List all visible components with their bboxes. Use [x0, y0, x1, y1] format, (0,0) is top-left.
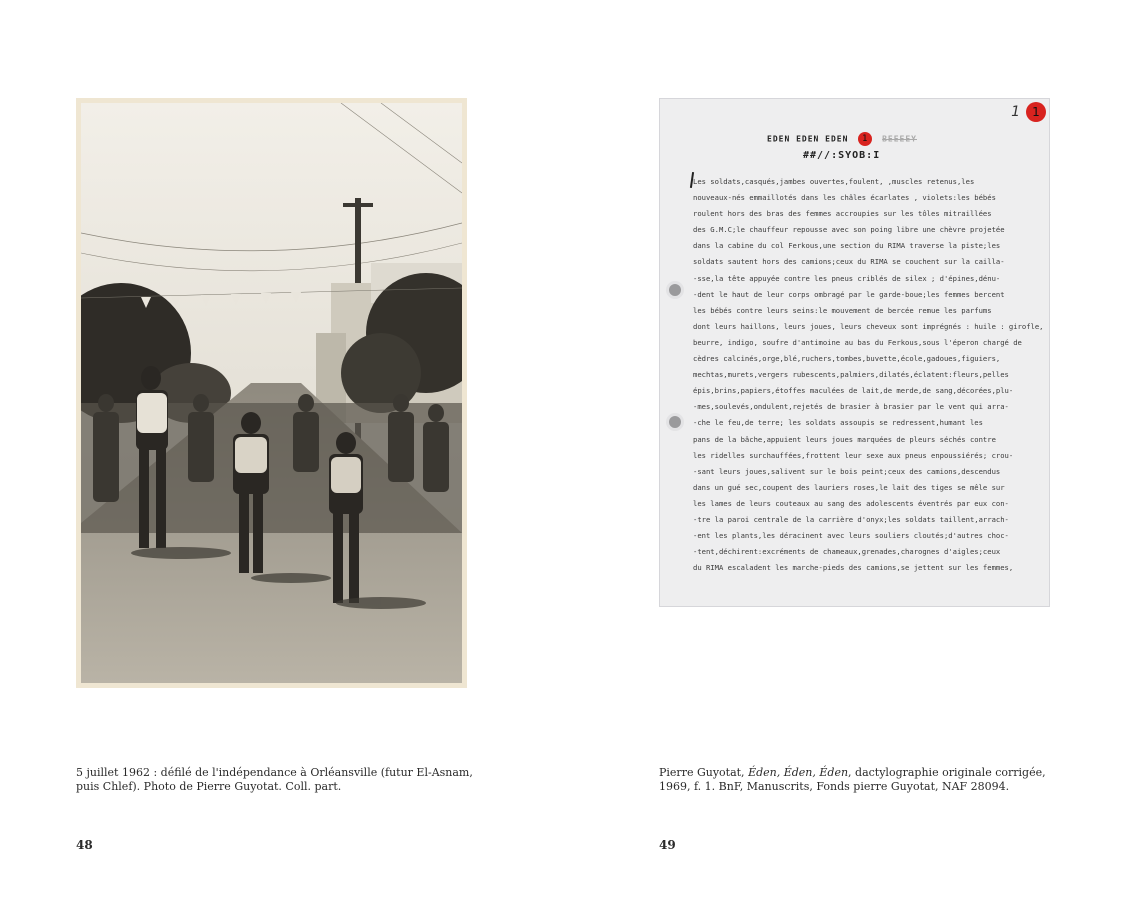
punch-hole-icon — [669, 284, 681, 296]
typescript-text — [693, 174, 1047, 576]
typescript-line: cèdres calcinés,orge,blé,ruchers,tombes,buvette,école,gadoues,figuiers, — [693, 354, 1001, 364]
stamp-number: 1 — [1032, 105, 1040, 119]
typescript-line: soldats sautent hors des camions;ceux du RIMA se couchent sur la cailla- — [693, 257, 1005, 267]
typescript-line: -che le feu,de terre; les soldats assoupis se redressent,humant les — [693, 418, 983, 428]
typescript-line: roulent hors des bras des femmes accroupies sur les tôles mitraillées — [693, 209, 992, 219]
page-number-left: 48 — [76, 838, 93, 852]
typescript-line: -sant leurs joues,salivent sur le bois peint;ceux des camions,descendus — [693, 466, 1001, 476]
typescript-line: Les soldats,casqués,jambes ouvertes,foulent, ,muscles retenus,les — [693, 177, 975, 186]
red-stamp-icon — [1026, 102, 1046, 122]
typescript-line: -ent les plants,les déracinent avec leurs souliers cloutés;d'autres choc- — [693, 531, 1009, 541]
typescript-line: épis,brins,papiers,étoffes maculées de lait,de merde,de sang,décorées,plu- — [693, 386, 1014, 396]
typescript-line: les lames de leurs couteaux au sang des adolescents éventrés par eux con- — [693, 498, 1009, 508]
typescript-line: les bébés contre leurs seins:le mouvement de bercée remue les parfums — [693, 305, 992, 315]
typescript-line: -mes,soulevés,ondulent,rejetés de brasier à brasier par le vent qui arra- — [693, 402, 1009, 412]
caption-title: Éden, Éden, Éden — [748, 766, 849, 779]
crossed-word: BEEEEY — [882, 134, 917, 144]
heading-stamp-number: 1 — [862, 134, 869, 144]
folio-handwritten-number: 1 — [1011, 104, 1020, 120]
typescript-line: dans la cabine du col Ferkous,une section du RIMA traverse la piste;les — [693, 241, 1001, 251]
typescript-line: du RIMA escaladent les marche-pieds des camions,se jettent sur les femmes, — [693, 563, 1014, 573]
parade-photograph — [76, 98, 467, 688]
typescript-caption — [659, 766, 1059, 794]
typescript-line: beurre, indigo, soufre d'antimoine au bas du Ferkous,sous l'éperon chargé de — [693, 337, 1022, 347]
typescript-line: des G.M.C;le chauffeur repousse avec son poing libre une chèvre projetée — [693, 225, 1005, 235]
photo-caption: 5 juillet 1962 : défilé de l'indépendance à Orléansville (futur El-Asnam, puis Chlef). Photo de Pierre Guyotat. Coll. part. — [76, 766, 473, 793]
typescript-line: dans un gué sec,coupent des lauriers roses,le lait des tiges se mêle sur — [693, 482, 1005, 492]
right-page — [563, 0, 1126, 905]
heading-stamp-icon — [858, 132, 872, 146]
typescript-heading — [767, 132, 917, 146]
caption-details: , dactylographie originale corrigée, 1969, f. 1. BnF, Manuscrits, Fonds pierre Guyotat, NAF 28094. — [659, 766, 1046, 793]
parade-photo-icon — [81, 103, 462, 683]
typescript-line: -tent,déchirent:excréments de chameaux,grenades,charognes d'aigles;ceux — [693, 547, 1001, 557]
punch-hole-icon — [669, 416, 681, 428]
typescript-line: dont leurs haillons, leurs joues, leurs cheveux sont imprégnés : huile : girofle, — [693, 321, 1044, 331]
typescript-line: les ridelles surchauffées,frottent leur sexe aux pneus enpoussiérés; crou- — [693, 450, 1014, 460]
page-number-right: 49 — [659, 838, 676, 852]
typescript-line: -tre la paroi centrale de la carrière d'onyx;les soldats taillent,arrach- — [693, 514, 1009, 524]
caption-author: Pierre Guyotat, — [659, 766, 749, 779]
typescript-subheading: ##//:SYOB:I — [803, 150, 881, 161]
typescript-facsimile — [659, 98, 1050, 607]
typescript-line: -dent le haut de leur corps ombragé par le garde-boue;les femmes bercent — [693, 289, 1005, 299]
heading-title: EDEN EDEN EDEN — [767, 134, 849, 144]
typescript-line: pans de la bâche,appuient leurs joues marquées de pleurs séchés contre — [693, 434, 996, 444]
typescript-line: -sse,la tête appuyée contre les pneus criblés de silex ; d'épines,dénu- — [693, 273, 1001, 283]
typescript-line: mechtas,murets,vergers rubescents,palmiers,dilatés,éclatent:fleurs,pelles — [693, 370, 1009, 380]
typescript-line: nouveaux-nés emmaillotés dans les châles écarlates , violets:les bébés — [693, 193, 996, 203]
